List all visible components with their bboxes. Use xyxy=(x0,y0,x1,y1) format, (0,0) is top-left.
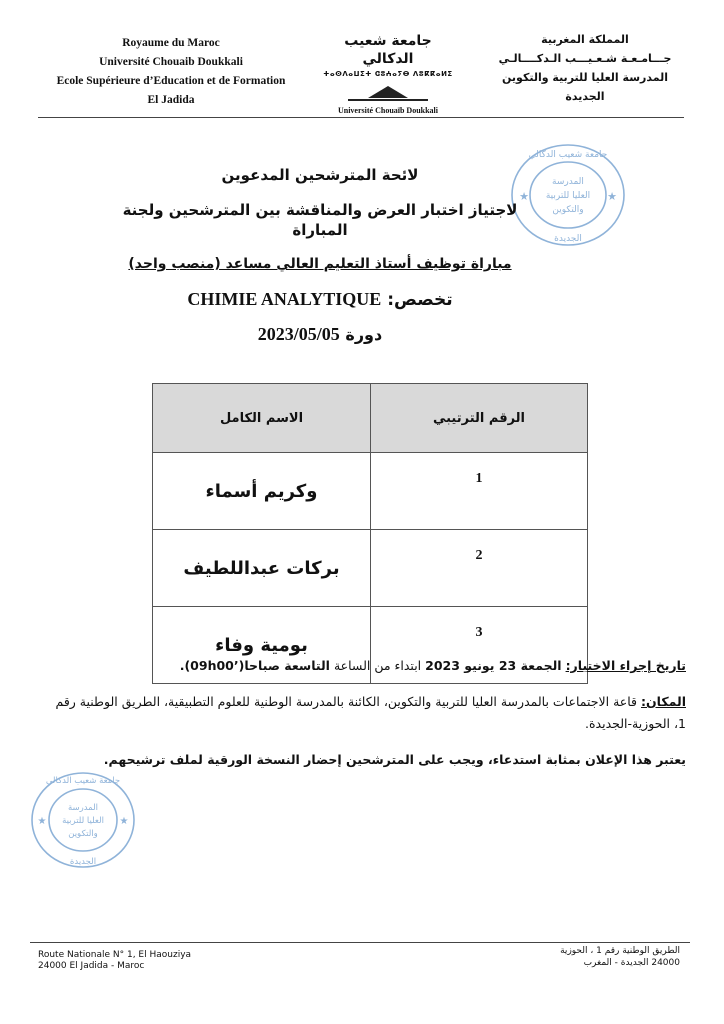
stamp-center-line: العليا للتربية xyxy=(545,191,591,201)
stamp-star-icon: ★ xyxy=(607,190,617,203)
header-fr-line: El Jadida xyxy=(147,94,195,106)
table-row xyxy=(153,453,588,530)
exam-date-label: تاريخ إجراء الاختبار: xyxy=(565,658,686,673)
logo-emblem-icon xyxy=(338,82,438,104)
exam-start-text: ابتداء من الساعة xyxy=(333,658,422,673)
stamp-ring-text: جامعة شعيب الدكالي xyxy=(528,150,608,160)
notice-text: يعتبر هذا الإعلان بمثابة استدعاء، ويجب على المترشحين إحضار النسخة الورقية لملف ترشيحهم. xyxy=(103,752,686,767)
exam-info-block xyxy=(50,655,686,785)
header-ar-line: المدرسة العليا للتربية والتكوين xyxy=(502,71,668,84)
footer-ar-line: الطريق الوطنية رقم 1 ، الحوزية xyxy=(560,946,680,956)
stamp-bottom-text: الجديدة xyxy=(69,857,97,867)
logo-french-name: Université Chouaïb Doukkali xyxy=(337,106,439,115)
stamp-center-line: والتكوين xyxy=(68,829,98,839)
session-label: دورة xyxy=(345,325,383,344)
rank-column-header: الرقم الترتيبي xyxy=(371,384,588,453)
title-line-2: لاجتياز اختبار العرض والمناقشة بين المترشحين ولجنة المباراة xyxy=(122,201,518,239)
candidates-table xyxy=(152,383,588,684)
footer-arabic-address xyxy=(480,945,680,969)
exam-date-paragraph xyxy=(50,655,686,677)
title-line-1: لائحة المترشحين المدعوين xyxy=(221,166,419,184)
university-logo xyxy=(318,32,458,115)
rank-cell: 1 xyxy=(371,453,588,530)
stamp-center-line: المدرسة xyxy=(552,177,584,187)
rank-cell: 2 xyxy=(371,530,588,607)
footer-ar-line: 24000 الجديدة - المغرب xyxy=(583,958,680,968)
header-fr-line: Université Chouaib Doukkali xyxy=(99,56,243,68)
exam-time: التاسعة صباحا(’09h00). xyxy=(179,658,330,673)
notice-paragraph xyxy=(50,749,686,771)
header-ar-line: جـــامـعـة شـعـيـــب الـدكــــالـي xyxy=(498,52,672,65)
specialty-value: CHIMIE ANALYTIQUE xyxy=(187,289,382,309)
exam-place-paragraph xyxy=(50,691,686,735)
header-arabic-block xyxy=(490,30,680,106)
session-date: 2023/05/05 xyxy=(257,324,340,344)
document-title-block xyxy=(110,165,530,346)
stamp-star-icon: ★ xyxy=(519,190,529,203)
logo-tifinagh-name: ⵜⴰⵙⴷⴰⵡⵉⵜ ⵛⵓⵄⴰⵢⴱ ⴷⵓⴽⴽⴰⵍⵉ xyxy=(323,70,453,78)
stamp-star-icon: ★ xyxy=(37,816,47,827)
exam-place-text: قاعة الاجتماعات بالمدرسة العليا للتربية والتكوين، الكائنة بالمدرسة الوطنية للعلوم التطبيقية، الطريق الوطنية رقم 1، الحوزية-الجديدة. xyxy=(55,694,686,731)
name-cell: وكريم أسماء xyxy=(153,453,371,530)
stamp-center-line: العليا للتربية xyxy=(62,816,104,826)
specialty-label: تخصص: xyxy=(387,290,453,310)
name-cell: بومية وفاء xyxy=(153,607,371,684)
rank-cell: 3 xyxy=(371,607,588,684)
title-line-3: مباراة توظيف أستاذ التعليم العالي مساعد (منصب واحد) xyxy=(128,256,512,272)
logo-arabic-name: جامعة شعيب الدكالي xyxy=(344,33,432,67)
exam-date-value: الجمعة 23 يونيو 2023 xyxy=(425,658,562,673)
footer-divider xyxy=(30,942,690,943)
table-row xyxy=(153,530,588,607)
header-fr-line: Royaume du Maroc xyxy=(122,37,220,49)
exam-place-label: المكان: xyxy=(641,694,686,709)
footer-fr-line: 24000 El Jadida - Maroc xyxy=(38,961,145,971)
footer-french-address xyxy=(38,950,298,972)
stamp-center-line: والتكوين xyxy=(552,205,584,215)
specialty-line xyxy=(110,288,530,311)
session-line xyxy=(110,323,530,346)
name-column-header: الاسم الكامل xyxy=(153,384,371,453)
header-fr-line: Ecole Supérieure d’Education et de Formation xyxy=(56,75,286,87)
stamp-bottom-text: الجديدة xyxy=(554,234,582,244)
stamp-center-line: المدرسة xyxy=(67,803,99,813)
stamp-star-icon: ★ xyxy=(119,816,129,827)
table-header-row xyxy=(153,384,588,453)
footer-fr-line: Route Nationale N° 1, El Haouziya xyxy=(38,950,192,960)
header-ar-line: الجديدة xyxy=(565,90,605,103)
header-ar-line: المملكة المغربية xyxy=(541,33,629,46)
stamp-ring-text: جامعة شعيب الدكالي xyxy=(45,776,121,786)
header-french-block xyxy=(40,34,302,110)
name-cell: بركات عبداللطيف xyxy=(153,530,371,607)
header-divider xyxy=(38,117,684,118)
